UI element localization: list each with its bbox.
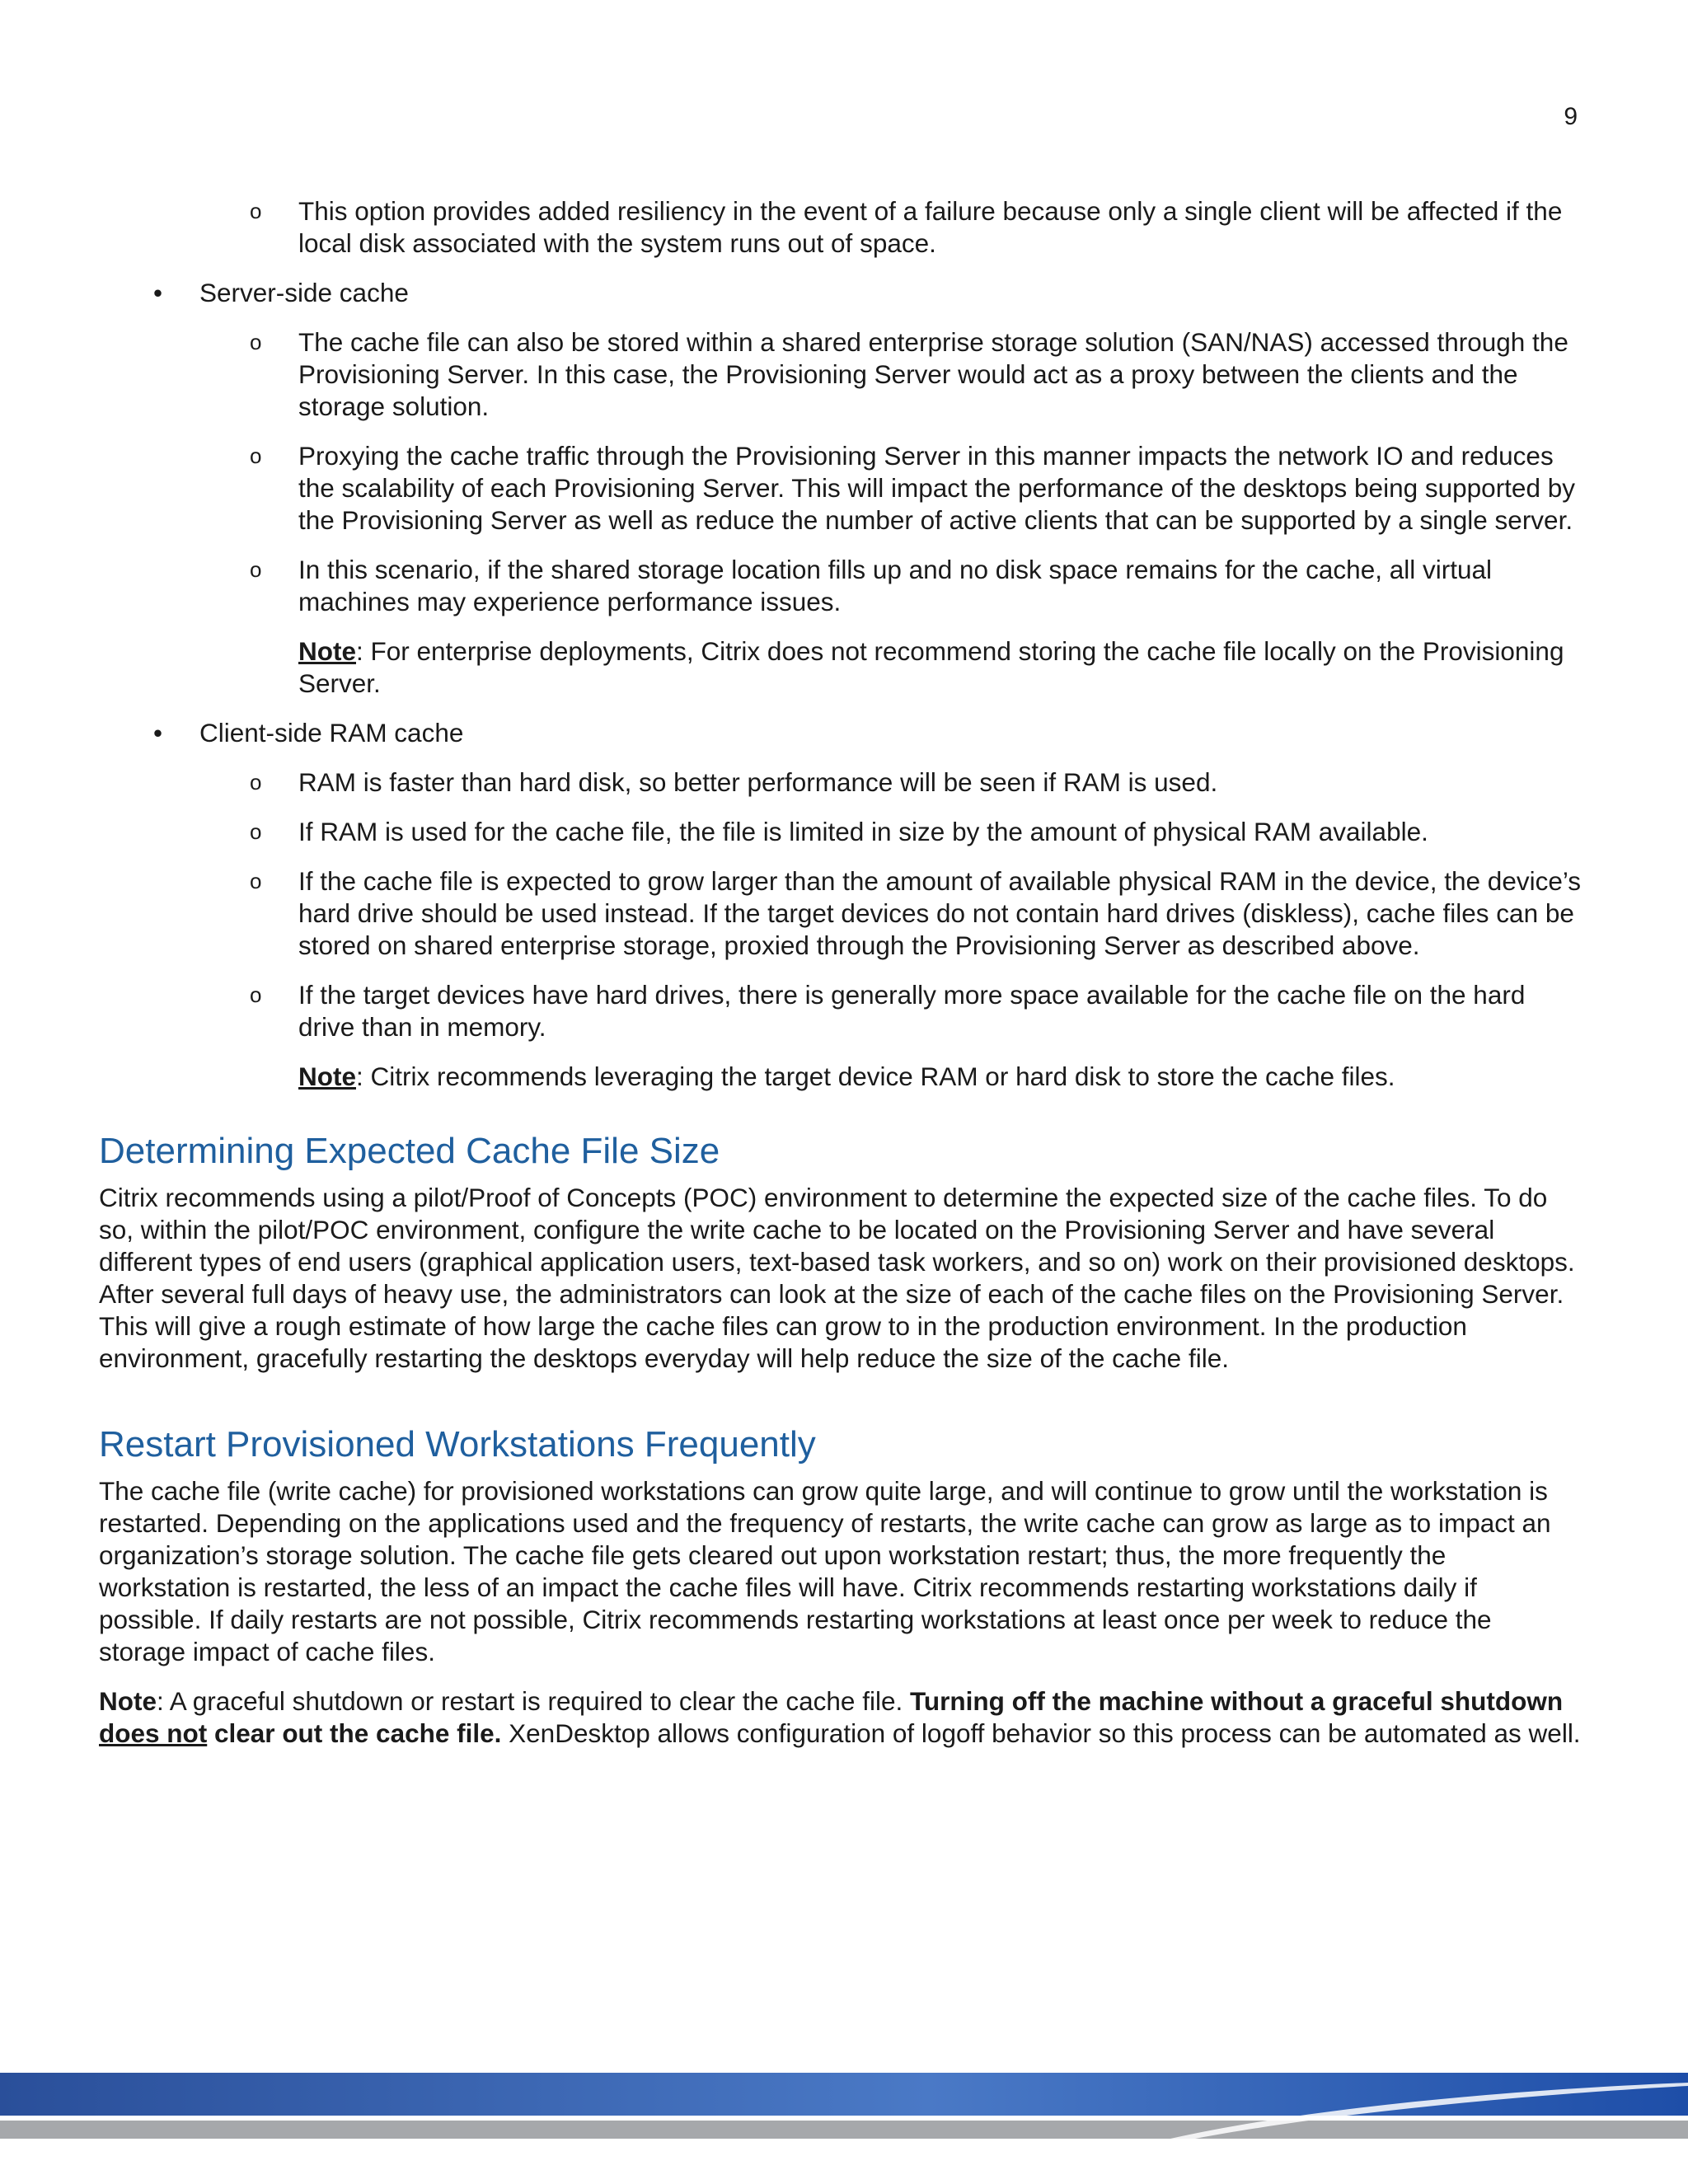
bullet (99, 277, 1582, 309)
sub-bullet-text: Proxying the cache traffic through the Provisioning Server in this manner impacts the network IO and reduces the scalability of each Provisioning Server. This will impact the performance of the desktops being supported by the Provisioning Server as well as reduce the number of active clients that can be supported by a single server. (298, 441, 1575, 535)
bullet (99, 717, 1582, 749)
document-body (99, 195, 1582, 1767)
sub-bullet (99, 766, 1582, 799)
sub-bullet-text: If the target devices have hard drives, there is generally more space available for the cache file on the hard drive than in memory. (298, 980, 1526, 1042)
note-paragraph (99, 1061, 1582, 1093)
note-text: : A graceful shutdown or restart is required to clear the cache file. (157, 1686, 910, 1716)
sub-bullet (99, 979, 1582, 1043)
sub-bullet-marker: o (250, 819, 262, 844)
bullet-text: Server-side cache (199, 278, 409, 307)
footer-blue-band (0, 2073, 1688, 2116)
sub-bullet-marker: o (250, 869, 262, 893)
note-bold-text: clear out the cache file. (207, 1718, 502, 1748)
bullet-text: Client-side RAM cache (199, 718, 464, 748)
sub-bullet (99, 816, 1582, 848)
note-bold-text: Turning off the machine without a graceful shutdown (909, 1686, 1564, 1716)
sub-bullet-text: In this scenario, if the shared storage location fills up and no disk space remains for the cache, all virtual machines may experience performance issues. (298, 555, 1493, 616)
sub-bullet-text: If RAM is used for the cache file, the file is limited in size by the amount of physical RAM available. (298, 817, 1428, 846)
note-bold-underlined: does not (99, 1718, 208, 1748)
bullet-marker: • (153, 278, 163, 307)
note-paragraph (99, 635, 1582, 700)
note-label: Note (298, 636, 356, 666)
sub-bullet-marker: o (250, 982, 262, 1007)
sub-bullet-text: The cache file can also be stored within a shared enterprise storage solution (SAN/NAS) accessed through the Provisioning Server. In this case, the Provisioning Server would act as a proxy between the clients and the storage solution. (298, 327, 1568, 421)
section-heading: Restart Provisioned Workstations Frequently (99, 1424, 816, 1465)
note-label: Note (298, 1062, 356, 1091)
note-text: : Citrix recommends leveraging the target device RAM or hard disk to store the cache files. (356, 1062, 1395, 1091)
sub-bullet (99, 865, 1582, 962)
footer-banner (0, 2073, 1688, 2139)
sub-bullet (99, 326, 1582, 423)
section-heading: Determining Expected Cache File Size (99, 1131, 720, 1171)
note-text: : For enterprise deployments, Citrix does not recommend storing the cache file locally on the Provisioning Server. (298, 636, 1564, 698)
note-paragraph (99, 1685, 1582, 1750)
sub-bullet (99, 440, 1582, 537)
footer-gray-band (0, 2121, 1688, 2139)
sub-bullet (99, 195, 1582, 260)
section-paragraph: Citrix recommends using a pilot/Proof of Concepts (POC) environment to determine the expected size of the cache files. To do so, within the pilot/POC environment, configure the write cache to be located on the Provisioning Server and have several different types of end users (graphical application users, text-based task workers, and so on) work on their provisioned desktops. After several full days of heavy use, the administrators can look at the size of each of the cache files on the Provisioning Server. This will give a rough estimate of how large the cache files can grow to in the production environment. In the production environment, gracefully restarting the desktops everyday will help reduce the size of the cache file. (99, 1183, 1575, 1373)
sub-bullet-marker: o (250, 557, 262, 582)
sub-bullet (99, 554, 1582, 618)
sub-bullet-marker: o (250, 443, 262, 468)
footer-divider (0, 2116, 1688, 2121)
sub-bullet-marker: o (250, 199, 262, 223)
bullet-marker: • (153, 718, 163, 748)
note-label: Note (99, 1686, 157, 1716)
sub-bullet-marker: o (250, 330, 262, 354)
sub-bullet-text: If the cache file is expected to grow larger than the amount of available physical RAM in the device, the device’s hard drive should be used instead. If the target devices do not contain hard drives (diskless), cache files can be stored on shared enterprise storage, proxied through the Provisioning Server as described above. (298, 866, 1582, 960)
sub-bullet-text: RAM is faster than hard disk, so better performance will be seen if RAM is used. (298, 767, 1218, 797)
sub-bullet-marker: o (250, 770, 262, 794)
page-number: 9 (1564, 103, 1578, 130)
sub-bullet-text: This option provides added resiliency in the event of a failure because only a single client will be affected if the local disk associated with the system runs out of space. (298, 196, 1563, 258)
section-paragraph: The cache file (write cache) for provisioned workstations can grow quite large, and will continue to grow until the workstation is restarted. Depending on the applications used and the frequency of restarts, the write cache can grow as large as to impact an organization’s storage solution. The cache file gets cleared out upon workstation restart; thus, the more frequently the workstation is restarted, the less of an impact the cache files will have. Citrix recommends restarting workstations daily if possible. If daily restarts are not possible, Citrix recommends restarting workstations at least once per week to reduce the storage impact of cache files. (99, 1476, 1551, 1666)
note-text: XenDesktop allows configuration of logoff behavior so this process can be automated as well. (501, 1718, 1581, 1748)
